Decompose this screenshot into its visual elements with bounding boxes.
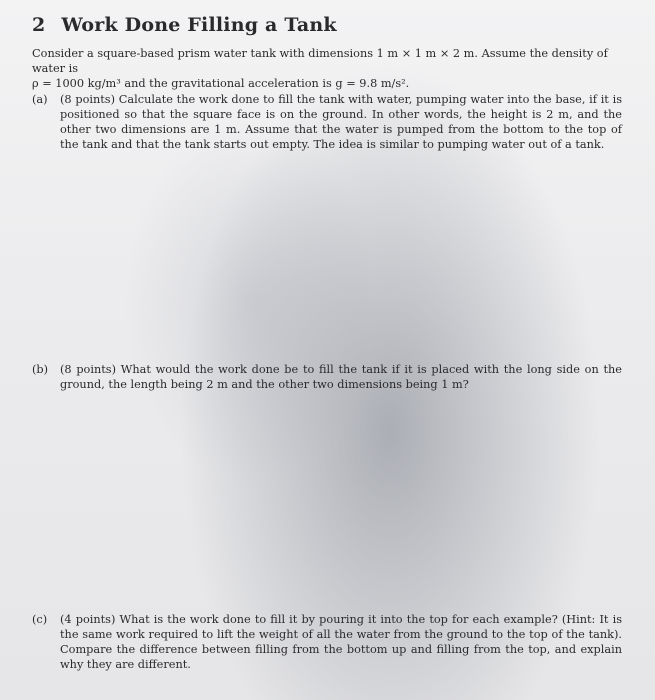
section-number: 2 — [32, 14, 46, 36]
question-part-c — [32, 612, 622, 672]
part-c-text: (4 points) What is the work done to fill it by pouring it into the top for each example? (Hint: It is the same work required to lift the weight of all the water from the ground to the top of the tank). Compare the difference between filling from the bottom up and filling from the top, and explain why they are different. — [60, 613, 622, 671]
part-c-label: (c) — [32, 613, 48, 626]
section-title: Work Done Filling a Tank — [61, 14, 337, 36]
intro-line-1: Consider a square-based prism water tank with dimensions 1 m × 1 m × 2 m. Assume the density of water is — [32, 47, 608, 75]
question-part-a — [32, 92, 622, 152]
section-heading — [32, 14, 337, 36]
intro-line-2: ρ = 1000 kg/m³ and the gravitational acceleration is g = 9.8 m/s². — [32, 77, 410, 90]
part-a-label: (a) — [32, 93, 48, 106]
question-part-b — [32, 362, 622, 392]
part-b-label: (b) — [32, 363, 49, 376]
part-a-text: (8 points) Calculate the work done to fill the tank with water, pumping water into the base, if it is positioned so that the square face is on the ground. In other words, the height is 2 m, and the other two dimensions are 1 m. Assume that the water is pumped from the bottom to the top of the tank and that the tank starts out empty. The idea is similar to pumping water out of a tank. — [60, 93, 622, 151]
problem-intro — [32, 46, 622, 91]
part-b-text: (8 points) What would the work done be to fill the tank if it is placed with the long side on the ground, the length being 2 m and the other two dimensions being 1 m? — [60, 363, 622, 391]
